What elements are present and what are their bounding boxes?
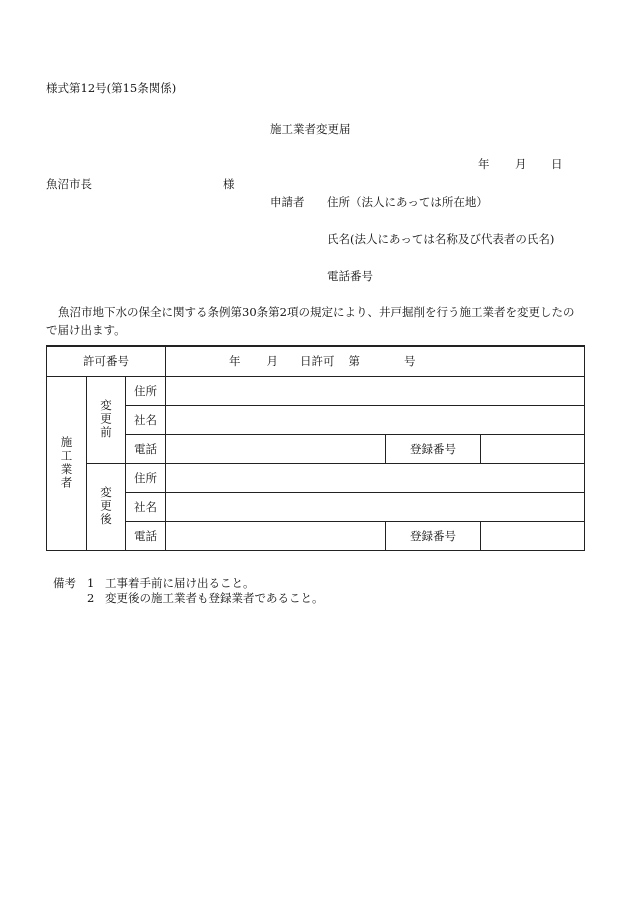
- notes-section: [53, 576, 324, 606]
- addressee: 魚沼市長: [46, 177, 92, 191]
- permit-number-label: 許可番号: [47, 346, 166, 376]
- document-title: 施工業者変更届: [270, 122, 351, 136]
- before-phone-field[interactable]: [166, 434, 386, 463]
- before-phone-label: 電話: [126, 434, 166, 463]
- date-year-label: 年: [478, 157, 490, 171]
- note-2-text: 変更後の施工業者も登録業者であること。: [105, 591, 324, 605]
- before-registration-label: 登録番号: [386, 434, 481, 463]
- after-registration-field[interactable]: [481, 521, 585, 550]
- applicant-name: 氏名(法人にあっては名称及び代表者の氏名): [327, 232, 555, 246]
- after-phone-field[interactable]: [166, 521, 386, 550]
- permit-month-label: 月: [266, 354, 279, 369]
- before-address-field[interactable]: [166, 376, 585, 405]
- note-1-number: 1: [87, 576, 95, 590]
- date-month-label: 月: [515, 157, 527, 171]
- before-registration-field[interactable]: [481, 434, 585, 463]
- note-2-number: 2: [87, 591, 95, 605]
- after-address-label: 住所: [126, 463, 166, 492]
- honorific: 様: [223, 177, 235, 191]
- after-company-label: 社名: [126, 492, 166, 521]
- permit-number-field[interactable]: [166, 346, 585, 376]
- applicant-phone: 電話番号: [327, 269, 373, 283]
- applicant-address: 住所（法人にあっては所在地）: [327, 195, 488, 209]
- permit-year-label: 年: [229, 354, 241, 369]
- before-company-label: 社名: [126, 405, 166, 434]
- note-1-text: 工事着手前に届け出ること。: [105, 576, 255, 590]
- after-phone-label: 電話: [126, 521, 166, 550]
- contractor-change-table: [46, 345, 585, 551]
- permit-no-prefix: 第: [348, 354, 361, 369]
- after-change-label: 変更後: [87, 463, 126, 550]
- permit-no-suffix: 号: [404, 354, 416, 369]
- before-address-label: 住所: [126, 376, 166, 405]
- after-address-field[interactable]: [166, 463, 585, 492]
- body-text-line2: で届け出ます。: [46, 323, 126, 337]
- date-day-label: 日: [551, 157, 563, 171]
- before-company-field[interactable]: [166, 405, 585, 434]
- notes-label: 備考: [53, 576, 76, 590]
- body-text-line1: 魚沼市地下水の保全に関する条例第30条第2項の規定により、井戸掘削を行う施工業者を変更したの: [58, 305, 575, 319]
- applicant-label: 申請者: [270, 195, 305, 209]
- before-change-label: 変更前: [87, 376, 126, 463]
- form-number: 様式第12号(第15条関係): [46, 81, 177, 95]
- permit-day-label: 日許可: [300, 354, 335, 369]
- contractor-label: 施工業者: [47, 376, 87, 550]
- after-registration-label: 登録番号: [386, 521, 481, 550]
- after-company-field[interactable]: [166, 492, 585, 521]
